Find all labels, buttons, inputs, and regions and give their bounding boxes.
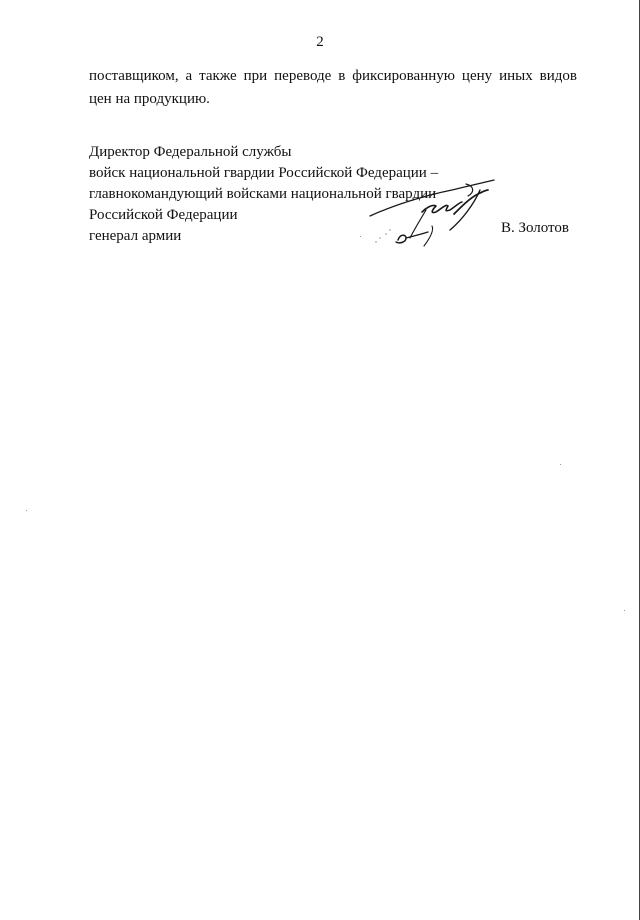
signatory-title-line: Директор Федеральной службы <box>89 144 292 160</box>
paragraph-line: цен на продукцию. <box>89 91 210 107</box>
signatory-title-line: Российской Федерации <box>89 207 238 223</box>
body-paragraph <box>89 65 577 111</box>
paragraph-line: поставщиком, а также при переводе в фиксированную цену иных видов <box>89 68 577 84</box>
scan-speck <box>624 610 625 611</box>
scan-speck <box>360 236 361 237</box>
scan-speck <box>26 510 27 511</box>
handwritten-signature <box>362 168 502 250</box>
signer-name: В. Золотов <box>500 220 569 236</box>
signatory-title-line: войск национальной гвардии Российской Федерации – <box>89 165 439 181</box>
signatory-title-line: главнокомандующий войсками национальной гвардии <box>89 186 437 202</box>
scan-speck <box>560 464 561 465</box>
page-number: 2 <box>316 34 324 50</box>
signatory-title-line: генерал армии <box>89 228 182 244</box>
